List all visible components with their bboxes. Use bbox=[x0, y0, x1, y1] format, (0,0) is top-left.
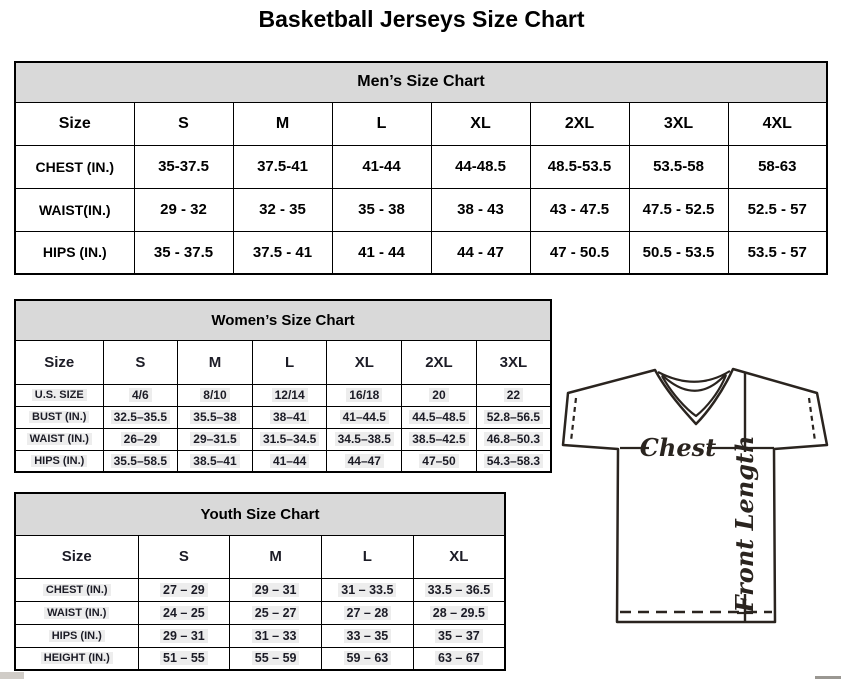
value-cell: 28 – 29.5 bbox=[413, 601, 505, 624]
value-cell: 63 – 67 bbox=[413, 647, 505, 670]
womens-bust-row bbox=[15, 406, 551, 428]
value-cell: 33 – 35 bbox=[322, 624, 414, 647]
size-cell: 3XL bbox=[629, 102, 728, 145]
youth-size-row bbox=[15, 535, 505, 578]
value-cell: 58-63 bbox=[728, 145, 827, 188]
value-cell: 38 - 43 bbox=[431, 188, 530, 231]
size-cell: 2XL bbox=[530, 102, 629, 145]
value-cell: 47.5 - 52.5 bbox=[629, 188, 728, 231]
womens-table-header: Women’s Size Chart bbox=[15, 300, 551, 340]
value-cell: 41–44.5 bbox=[327, 406, 402, 428]
value-cell: 34.5–38.5 bbox=[327, 428, 402, 450]
youth-size-chart-table bbox=[14, 492, 506, 671]
value-cell: 32.5–35.5 bbox=[103, 406, 178, 428]
size-cell: 3XL bbox=[476, 340, 551, 384]
size-cell: XL bbox=[327, 340, 402, 384]
value-cell: 48.5-53.5 bbox=[530, 145, 629, 188]
youth-chest-row bbox=[15, 578, 505, 601]
row-label: U.S. SIZE bbox=[15, 384, 103, 406]
size-cell: L bbox=[332, 102, 431, 145]
value-cell: 54.3–58.3 bbox=[476, 450, 551, 472]
row-label: HIPS (IN.) bbox=[15, 624, 138, 647]
row-label: WAIST (IN.) bbox=[15, 428, 103, 450]
size-cell: S bbox=[138, 535, 230, 578]
row-label: HIPS (IN.) bbox=[15, 450, 103, 472]
value-cell: 35.5–38 bbox=[178, 406, 253, 428]
value-cell: 35 - 38 bbox=[332, 188, 431, 231]
value-cell: 35 – 37 bbox=[413, 624, 505, 647]
youth-height-row bbox=[15, 647, 505, 670]
row-label: WAIST(IN.) bbox=[15, 188, 134, 231]
value-cell: 29 – 31 bbox=[230, 578, 322, 601]
value-cell: 44-48.5 bbox=[431, 145, 530, 188]
value-cell: 53.5-58 bbox=[629, 145, 728, 188]
value-cell: 47 - 50.5 bbox=[530, 231, 629, 274]
value-cell: 20 bbox=[402, 384, 477, 406]
value-cell: 27 – 29 bbox=[138, 578, 230, 601]
value-cell: 47–50 bbox=[402, 450, 477, 472]
value-cell: 53.5 - 57 bbox=[728, 231, 827, 274]
value-cell: 35 - 37.5 bbox=[134, 231, 233, 274]
page-title: Basketball Jerseys Size Chart bbox=[258, 6, 585, 32]
value-cell: 16/18 bbox=[327, 384, 402, 406]
value-cell: 52.8–56.5 bbox=[476, 406, 551, 428]
mens-size-row bbox=[15, 102, 827, 145]
value-cell: 4/6 bbox=[103, 384, 178, 406]
size-header-cell: Size bbox=[15, 102, 134, 145]
value-cell: 55 – 59 bbox=[230, 647, 322, 670]
value-cell: 35-37.5 bbox=[134, 145, 233, 188]
value-cell: 31 – 33 bbox=[230, 624, 322, 647]
value-cell: 31 – 33.5 bbox=[322, 578, 414, 601]
size-cell: XL bbox=[431, 102, 530, 145]
value-cell: 8/10 bbox=[178, 384, 253, 406]
value-cell: 33.5 – 36.5 bbox=[413, 578, 505, 601]
value-cell: 44–47 bbox=[327, 450, 402, 472]
jersey-outline bbox=[563, 369, 827, 622]
value-cell: 51 – 55 bbox=[138, 647, 230, 670]
value-cell: 41-44 bbox=[332, 145, 431, 188]
value-cell: 38.5–42.5 bbox=[402, 428, 477, 450]
size-cell: M bbox=[230, 535, 322, 578]
size-cell: S bbox=[134, 102, 233, 145]
value-cell: 50.5 - 53.5 bbox=[629, 231, 728, 274]
size-cell: M bbox=[233, 102, 332, 145]
value-cell: 43 - 47.5 bbox=[530, 188, 629, 231]
youth-table-header: Youth Size Chart bbox=[15, 493, 505, 535]
value-cell: 41–44 bbox=[252, 450, 327, 472]
value-cell: 59 – 63 bbox=[322, 647, 414, 670]
youth-waist-row bbox=[15, 601, 505, 624]
value-cell: 38.5–41 bbox=[178, 450, 253, 472]
value-cell: 37.5-41 bbox=[233, 145, 332, 188]
value-cell: 41 - 44 bbox=[332, 231, 431, 274]
value-cell: 25 – 27 bbox=[230, 601, 322, 624]
size-cell: 4XL bbox=[728, 102, 827, 145]
row-label: BUST (IN.) bbox=[15, 406, 103, 428]
value-cell: 22 bbox=[476, 384, 551, 406]
front-length-label: Front Length bbox=[730, 435, 759, 613]
value-cell: 29–31.5 bbox=[178, 428, 253, 450]
row-label: CHEST (IN.) bbox=[15, 578, 138, 601]
value-cell: 44.5–48.5 bbox=[402, 406, 477, 428]
value-cell: 29 – 31 bbox=[138, 624, 230, 647]
jersey-measurement-diagram bbox=[550, 352, 843, 644]
value-cell: 38–41 bbox=[252, 406, 327, 428]
womens-us-size-row bbox=[15, 384, 551, 406]
size-cell: L bbox=[322, 535, 414, 578]
size-cell: M bbox=[178, 340, 253, 384]
value-cell: 32 - 35 bbox=[233, 188, 332, 231]
value-cell: 27 – 28 bbox=[322, 601, 414, 624]
womens-waist-row bbox=[15, 428, 551, 450]
size-cell: S bbox=[103, 340, 178, 384]
mens-hips-row bbox=[15, 231, 827, 274]
size-cell: XL bbox=[413, 535, 505, 578]
value-cell: 46.8–50.3 bbox=[476, 428, 551, 450]
value-cell: 26–29 bbox=[103, 428, 178, 450]
womens-size-chart-table bbox=[14, 299, 552, 473]
mens-chest-row bbox=[15, 145, 827, 188]
size-cell: L bbox=[252, 340, 327, 384]
value-cell: 35.5–58.5 bbox=[103, 450, 178, 472]
mens-waist-row bbox=[15, 188, 827, 231]
size-header-cell: Size bbox=[15, 340, 103, 384]
row-label: HIPS (IN.) bbox=[15, 231, 134, 274]
size-header-cell: Size bbox=[15, 535, 138, 578]
youth-hips-row bbox=[15, 624, 505, 647]
row-label: WAIST (IN.) bbox=[15, 601, 138, 624]
value-cell: 24 – 25 bbox=[138, 601, 230, 624]
value-cell: 31.5–34.5 bbox=[252, 428, 327, 450]
size-cell: 2XL bbox=[402, 340, 477, 384]
value-cell: 44 - 47 bbox=[431, 231, 530, 274]
mens-size-chart-table bbox=[14, 61, 828, 275]
value-cell: 52.5 - 57 bbox=[728, 188, 827, 231]
row-label: CHEST (IN.) bbox=[15, 145, 134, 188]
mens-table-header: Men’s Size Chart bbox=[15, 62, 827, 102]
horizontal-scrollbar[interactable] bbox=[0, 672, 24, 679]
chest-label: Chest bbox=[639, 433, 717, 462]
value-cell: 37.5 - 41 bbox=[233, 231, 332, 274]
womens-hips-row bbox=[15, 450, 551, 472]
value-cell: 12/14 bbox=[252, 384, 327, 406]
womens-size-row bbox=[15, 340, 551, 384]
row-label: HEIGHT (IN.) bbox=[15, 647, 138, 670]
value-cell: 29 - 32 bbox=[134, 188, 233, 231]
